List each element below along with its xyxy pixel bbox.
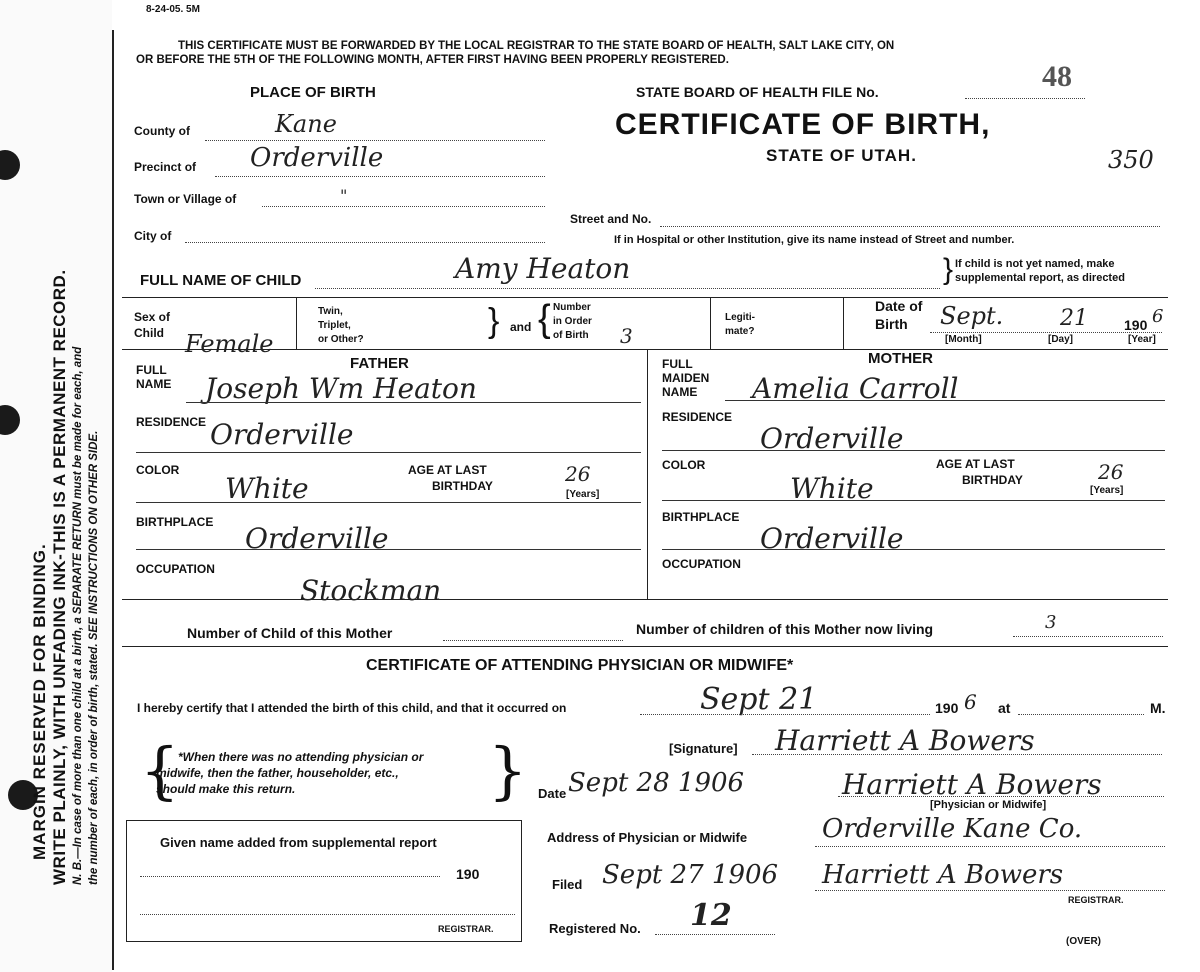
city-label: City of bbox=[134, 229, 172, 243]
father-name-label-2: NAME bbox=[136, 377, 172, 391]
order-label-2: in Order bbox=[553, 316, 592, 327]
father-years-label: [Years] bbox=[566, 489, 600, 500]
father-residence-label: RESIDENCE bbox=[136, 415, 207, 429]
father-name-label-1: FULL bbox=[136, 363, 167, 377]
file-number-label: STATE BOARD OF HEALTH FILE No. bbox=[636, 84, 879, 100]
file-number-value: 48 bbox=[1042, 60, 1072, 93]
order-brace: { bbox=[538, 298, 551, 340]
signature2-line bbox=[838, 796, 1164, 797]
occurred-date: Sept 21 bbox=[700, 682, 818, 717]
father-occupation-label: OCCUPATION bbox=[136, 562, 215, 576]
father-occupation-value: Stockman bbox=[300, 574, 442, 607]
mother-years-label: [Years] bbox=[1090, 485, 1124, 496]
child-number-label: Number of Child of this Mother bbox=[187, 625, 393, 641]
place-of-birth-heading: PLACE OF BIRTH bbox=[250, 84, 376, 101]
mother-residence-line bbox=[662, 450, 1165, 451]
certificate-subtitle: STATE OF UTAH. bbox=[766, 146, 917, 165]
filed-label: Filed bbox=[552, 877, 583, 892]
child-name-label: FULL NAME OF CHILD bbox=[140, 272, 302, 289]
father-residence-value: Orderville bbox=[210, 418, 354, 451]
registered-line bbox=[655, 934, 775, 935]
margin-reserved-text: MARGIN RESERVED FOR BINDING. bbox=[30, 543, 49, 860]
twin-label-1: Twin, bbox=[318, 306, 343, 317]
dob-label-2: Birth bbox=[875, 316, 908, 332]
town-label: Town or Village of bbox=[134, 192, 237, 206]
dob-day: 21 bbox=[1060, 306, 1088, 331]
signature-line bbox=[752, 754, 1162, 755]
mother-color-label: COLOR bbox=[662, 458, 706, 472]
father-residence-line bbox=[136, 452, 641, 453]
legit-label-2: mate? bbox=[725, 326, 755, 337]
and-label: and bbox=[510, 320, 532, 334]
registered-label: Registered No. bbox=[549, 921, 641, 936]
header-line1: THIS CERTIFICATE MUST BE FORWARDED BY THE LOCAL REGISTRAR TO THE STATE BOARD OF HEALTH, SALT LAKE CITY, ON bbox=[178, 40, 895, 52]
signature-value: Harriett A Bowers bbox=[775, 724, 1035, 757]
address-line bbox=[815, 846, 1165, 847]
margin-write-plainly-text: WRITE PLAINLY, WITH UNFADING INK-THIS IS A PERMANENT RECORD. bbox=[50, 269, 69, 885]
date-label: Date bbox=[538, 786, 567, 801]
not-named-note-line1: If child is not yet named, make bbox=[955, 258, 1115, 270]
mother-age-label-2: BIRTHDAY bbox=[962, 473, 1023, 487]
side-number: 350 bbox=[1108, 146, 1154, 174]
father-birthplace-label: BIRTHPLACE bbox=[136, 515, 214, 529]
mother-birthplace-label: BIRTHPLACE bbox=[662, 510, 740, 524]
rule-parents-top bbox=[122, 349, 1168, 350]
child-name-line bbox=[315, 288, 940, 289]
father-age-label-1: AGE AT LAST bbox=[408, 463, 487, 477]
order-value: 3 bbox=[620, 324, 633, 348]
town-line bbox=[262, 206, 545, 207]
sex-label-line1: Sex of bbox=[134, 310, 171, 324]
mother-residence-label: RESIDENCE bbox=[662, 410, 733, 424]
dob-label-1: Date of bbox=[875, 298, 923, 314]
rule-parents-bottom bbox=[122, 599, 1168, 600]
occurred-year-suffix: 6 bbox=[964, 690, 977, 714]
physician-heading: CERTIFICATE OF ATTENDING PHYSICIAN OR MIDWIFE* bbox=[366, 657, 794, 674]
father-name-value: Joseph Wm Heaton bbox=[205, 372, 477, 405]
mother-color-value: White bbox=[790, 472, 874, 505]
supplemental-label: Given name added from supplemental report bbox=[160, 835, 437, 850]
street-line bbox=[660, 226, 1160, 227]
note-brace-right: } bbox=[488, 734, 528, 807]
father-age-label-2: BIRTHDAY bbox=[432, 479, 493, 493]
father-birthplace-value: Orderville bbox=[245, 522, 389, 555]
registrar-label: REGISTRAR. bbox=[1068, 895, 1124, 905]
precinct-label: Precinct of bbox=[134, 160, 197, 174]
father-birthplace-line bbox=[136, 549, 641, 550]
living-value: 3 bbox=[1045, 612, 1057, 633]
form-code: 8-24-05. 5M bbox=[146, 4, 200, 15]
mother-birthplace-line bbox=[662, 549, 1165, 550]
county-label: County of bbox=[134, 124, 190, 138]
sex-value: Female bbox=[185, 330, 274, 358]
mother-residence-value: Orderville bbox=[760, 422, 904, 455]
dob-month: Sept. bbox=[940, 302, 1004, 330]
rule-parents-divider bbox=[647, 349, 648, 599]
not-named-brace: } bbox=[943, 253, 954, 286]
sex-label-line2: Child bbox=[134, 326, 164, 340]
father-color-label: COLOR bbox=[136, 463, 180, 477]
twin-label-3: or Other? bbox=[318, 334, 364, 345]
living-line bbox=[1013, 636, 1163, 637]
rule-physician-top bbox=[122, 646, 1168, 647]
dob-year-label: [Year] bbox=[1128, 334, 1156, 345]
father-age-value: 26 bbox=[565, 462, 591, 486]
rule-sex-right bbox=[296, 297, 297, 349]
note-brace-left: { bbox=[140, 734, 180, 807]
certify-text: I hereby certify that I attended the birth of this child, and that it occurred on bbox=[137, 701, 567, 715]
city-line bbox=[185, 242, 545, 243]
mother-name-line bbox=[725, 400, 1165, 401]
child-number-line bbox=[443, 640, 623, 641]
at-line bbox=[1018, 714, 1144, 715]
legit-label-1: Legiti- bbox=[725, 312, 755, 323]
supplemental-registrar-label: REGISTRAR. bbox=[438, 924, 494, 934]
living-label: Number of children of this Mother now living bbox=[636, 621, 934, 637]
filed-date: Sept 27 1906 bbox=[602, 860, 779, 890]
father-heading: FATHER bbox=[350, 355, 409, 372]
town-value: " bbox=[340, 186, 348, 205]
mother-name-label-1: FULL bbox=[662, 357, 693, 371]
rule-dob-left bbox=[843, 297, 844, 349]
margin-nb-line1: N. B.—In case of more than one child at a birth, a SEPARATE RETURN must be made for each, and bbox=[72, 346, 84, 885]
county-value: Kane bbox=[275, 110, 337, 138]
registrar-signature: Harriett A Bowers bbox=[822, 860, 1064, 890]
twin-label-2: Triplet, bbox=[318, 320, 351, 331]
twin-brace: } bbox=[488, 302, 500, 340]
signature-label: [Signature] bbox=[669, 741, 738, 756]
supplemental-registrar-line bbox=[140, 914, 515, 915]
note-line-1: *When there was no attending physician or bbox=[178, 750, 424, 764]
over-label: (OVER) bbox=[1066, 936, 1101, 947]
margin-nb-line2: the number of each, in order of birth, stated. SEE INSTRUCTIONS ON OTHER SIDE. bbox=[88, 430, 100, 885]
order-label-1: Number bbox=[553, 302, 591, 313]
father-color-line bbox=[136, 502, 641, 503]
role-label: [Physician or Midwife] bbox=[930, 799, 1047, 811]
note-line-3: should make this return. bbox=[156, 782, 296, 796]
rule-child-top bbox=[122, 297, 1168, 298]
mother-age-label-1: AGE AT LAST bbox=[936, 457, 1015, 471]
occurred-year-prefix: 190 bbox=[935, 700, 959, 716]
hospital-note: If in Hospital or other Institution, give its name instead of Street and number. bbox=[614, 234, 1015, 246]
signature2-value: Harriett A Bowers bbox=[842, 768, 1102, 801]
father-name-line bbox=[186, 402, 641, 403]
address-value: Orderville Kane Co. bbox=[822, 814, 1083, 844]
mother-name-label-2: MAIDEN bbox=[662, 371, 710, 385]
note-line-2: midwife, then the father, householder, etc., bbox=[156, 766, 399, 780]
dob-line bbox=[930, 332, 1162, 333]
at-label: at bbox=[998, 700, 1011, 716]
header-line2: OR BEFORE THE 5TH OF THE FOLLOWING MONTH, AFTER FIRST HAVING BEEN PROPERLY REGISTERED. bbox=[136, 54, 729, 66]
registered-number: 12 bbox=[690, 898, 732, 933]
mother-occupation-label: OCCUPATION bbox=[662, 557, 741, 571]
dob-day-label: [Day] bbox=[1048, 334, 1074, 345]
mother-name-value: Amelia Carroll bbox=[752, 372, 959, 405]
child-name-value: Amy Heaton bbox=[455, 252, 631, 285]
supplemental-year-prefix: 190 bbox=[456, 866, 480, 882]
dob-year-prefix: 190 bbox=[1124, 317, 1148, 333]
precinct-line bbox=[215, 176, 545, 177]
registrar-signature-line bbox=[815, 890, 1165, 891]
supplemental-name-line bbox=[140, 876, 440, 877]
certificate-title: CERTIFICATE OF BIRTH, bbox=[615, 108, 991, 141]
mother-birthplace-value: Orderville bbox=[760, 522, 904, 555]
mother-color-line bbox=[662, 500, 1165, 501]
m-label: M. bbox=[1150, 700, 1166, 716]
file-number-line bbox=[965, 98, 1085, 99]
county-line bbox=[205, 140, 545, 141]
rule-legit-left bbox=[710, 297, 711, 349]
mother-name-label-3: NAME bbox=[662, 385, 698, 399]
dob-month-label: [Month] bbox=[945, 334, 982, 345]
precinct-value: Orderville bbox=[250, 143, 384, 173]
mother-heading: MOTHER bbox=[868, 350, 933, 367]
occurred-date-line bbox=[640, 714, 930, 715]
address-label: Address of Physician or Midwife bbox=[547, 830, 748, 845]
date-value: Sept 28 1906 bbox=[568, 768, 745, 798]
order-label-3: of Birth bbox=[553, 330, 589, 341]
mother-age-value: 26 bbox=[1098, 460, 1124, 484]
not-named-note-line2: supplemental report, as directed bbox=[955, 272, 1125, 284]
street-label: Street and No. bbox=[570, 212, 652, 226]
father-color-value: White bbox=[225, 472, 309, 505]
dob-year-suffix: 6 bbox=[1152, 306, 1164, 327]
margin-rule bbox=[112, 30, 114, 970]
